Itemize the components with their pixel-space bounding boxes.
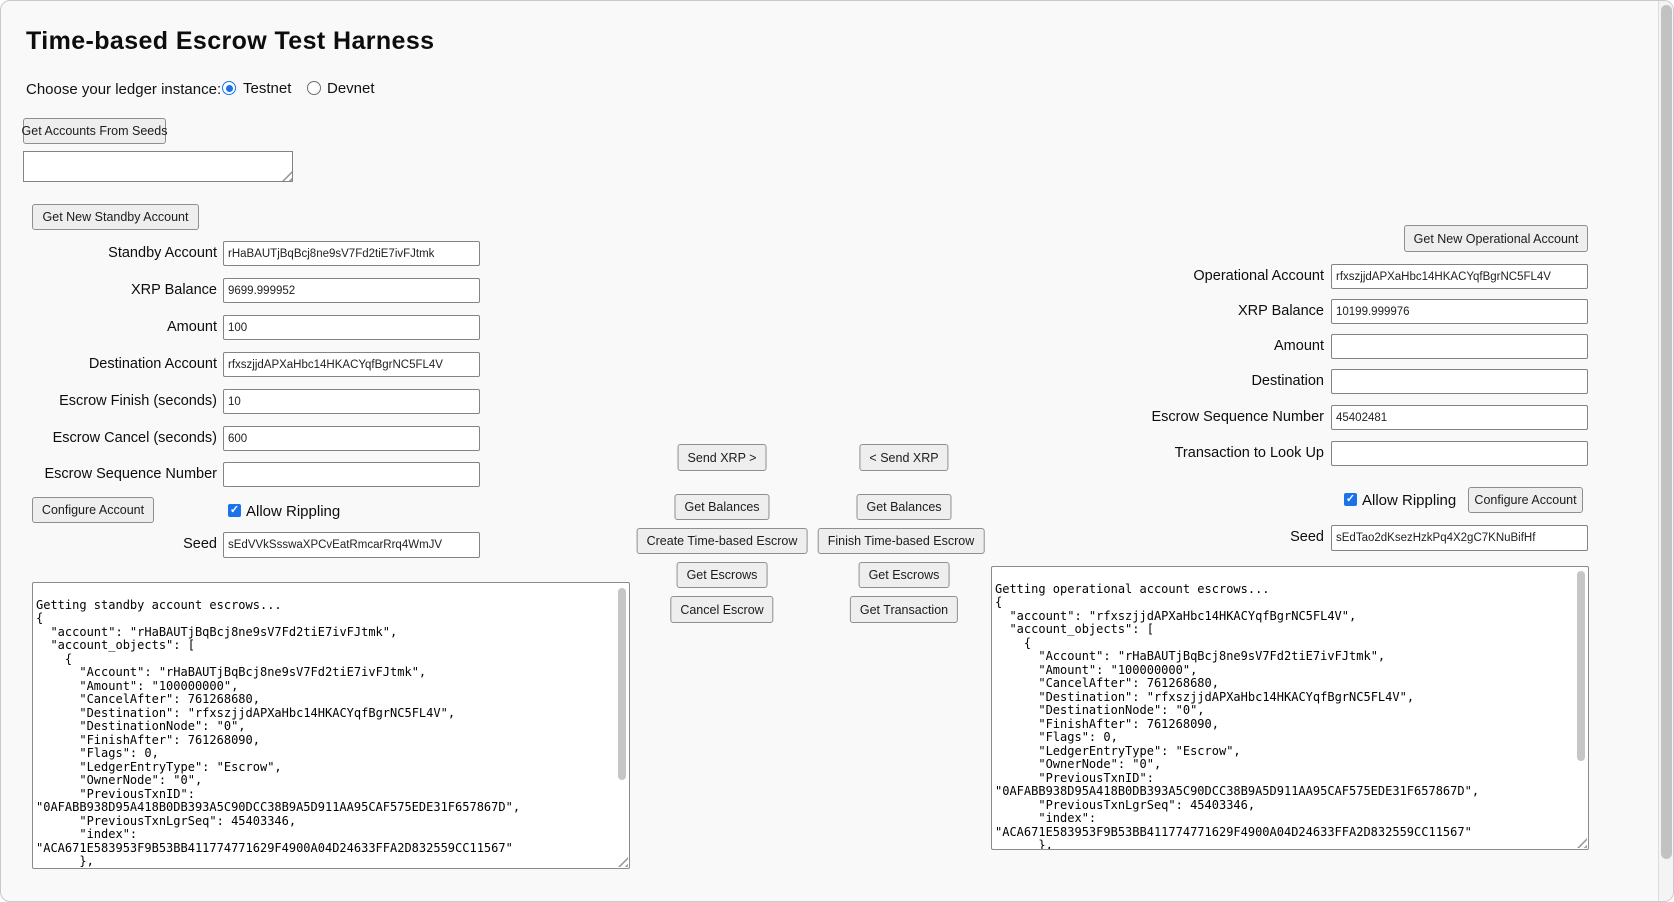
standby-destination-account-input[interactable] <box>223 352 480 377</box>
testnet-radio-label[interactable]: Testnet <box>243 80 292 97</box>
cancel-escrow-button[interactable]: Cancel Escrow <box>670 596 773 623</box>
standby-results-scrollbar[interactable] <box>618 588 626 780</box>
send-xrp-left-button[interactable]: < Send XRP <box>859 444 948 471</box>
standby-configure-account-button[interactable]: Configure Account <box>32 497 154 523</box>
ledger-instance-label: Choose your ledger instance: <box>26 81 222 98</box>
escrow-finish-seconds-label: Escrow Finish (seconds) <box>59 393 217 409</box>
operational-account-input[interactable] <box>1331 264 1588 289</box>
escrow-cancel-seconds-label: Escrow Cancel (seconds) <box>52 430 217 446</box>
operational-results-textarea[interactable] <box>991 566 1589 850</box>
create-time-based-escrow-button[interactable]: Create Time-based Escrow <box>637 528 808 554</box>
devnet-radio-label[interactable]: Devnet <box>327 80 375 97</box>
operational-destination-label: Destination <box>1251 373 1324 389</box>
operational-escrow-sequence-number-label: Escrow Sequence Number <box>1151 409 1324 425</box>
operational-results-scrollbar[interactable] <box>1577 571 1585 761</box>
devnet-radio[interactable] <box>307 81 321 95</box>
page-scrollbar-thumb[interactable] <box>1661 5 1672 859</box>
escrow-finish-seconds-input[interactable] <box>223 389 480 414</box>
standby-escrow-sequence-number-label: Escrow Sequence Number <box>44 466 217 482</box>
operational-amount-label: Amount <box>1274 338 1324 354</box>
transaction-to-look-up-label: Transaction to Look Up <box>1174 445 1324 461</box>
send-xrp-right-button[interactable]: Send XRP > <box>678 444 767 471</box>
get-new-standby-account-button[interactable]: Get New Standby Account <box>32 204 199 230</box>
operational-amount-input[interactable] <box>1331 334 1588 359</box>
operational-seed-input[interactable] <box>1331 525 1588 551</box>
standby-seed-label: Seed <box>183 536 217 552</box>
operational-get-balances-button[interactable]: Get Balances <box>856 494 951 520</box>
operational-allow-rippling-checkbox[interactable]: ✓ <box>1345 493 1356 505</box>
get-transaction-button[interactable]: Get Transaction <box>850 596 958 623</box>
standby-account-input[interactable] <box>223 241 480 266</box>
operational-xrp-balance-input[interactable] <box>1331 299 1588 324</box>
standby-get-escrows-button[interactable]: Get Escrows <box>677 562 768 588</box>
transaction-to-look-up-input[interactable] <box>1331 441 1588 466</box>
get-new-operational-account-button[interactable]: Get New Operational Account <box>1404 225 1588 252</box>
escrow-cancel-seconds-input[interactable] <box>223 426 480 451</box>
standby-get-balances-button[interactable]: Get Balances <box>674 494 769 520</box>
seeds-textarea[interactable] <box>23 151 293 182</box>
operational-escrow-sequence-number-input[interactable] <box>1331 405 1588 430</box>
operational-destination-input[interactable] <box>1331 369 1588 394</box>
standby-seed-input[interactable] <box>223 532 480 558</box>
operational-configure-account-button[interactable]: Configure Account <box>1468 487 1583 513</box>
standby-escrow-sequence-number-input[interactable] <box>223 462 480 487</box>
operational-allow-rippling-label: Allow Rippling <box>1362 492 1457 509</box>
operational-get-escrows-button[interactable]: Get Escrows <box>859 562 950 588</box>
get-accounts-from-seeds-button[interactable]: Get Accounts From Seeds <box>23 118 166 144</box>
standby-xrp-balance-label: XRP Balance <box>131 282 217 298</box>
page-scrollbar-track <box>1658 1 1673 902</box>
seed-line-1 <box>27 180 232 182</box>
operational-xrp-balance-label: XRP Balance <box>1238 303 1324 319</box>
operational-seed-label: Seed <box>1290 529 1324 545</box>
standby-results-textarea[interactable] <box>32 582 630 869</box>
standby-amount-input[interactable] <box>223 315 480 340</box>
finish-time-based-escrow-button[interactable]: Finish Time-based Escrow <box>818 528 985 554</box>
standby-allow-rippling-checkbox[interactable]: ✓ <box>229 504 240 516</box>
standby-amount-label: Amount <box>167 319 217 335</box>
standby-account-label: Standby Account <box>108 245 217 261</box>
page-title: Time-based Escrow Test Harness <box>26 27 435 55</box>
standby-xrp-balance-input[interactable] <box>223 278 480 303</box>
standby-destination-account-label: Destination Account <box>88 356 217 372</box>
testnet-radio[interactable] <box>222 81 236 95</box>
operational-account-label: Operational Account <box>1193 268 1324 284</box>
standby-allow-rippling-label: Allow Rippling <box>246 503 341 520</box>
